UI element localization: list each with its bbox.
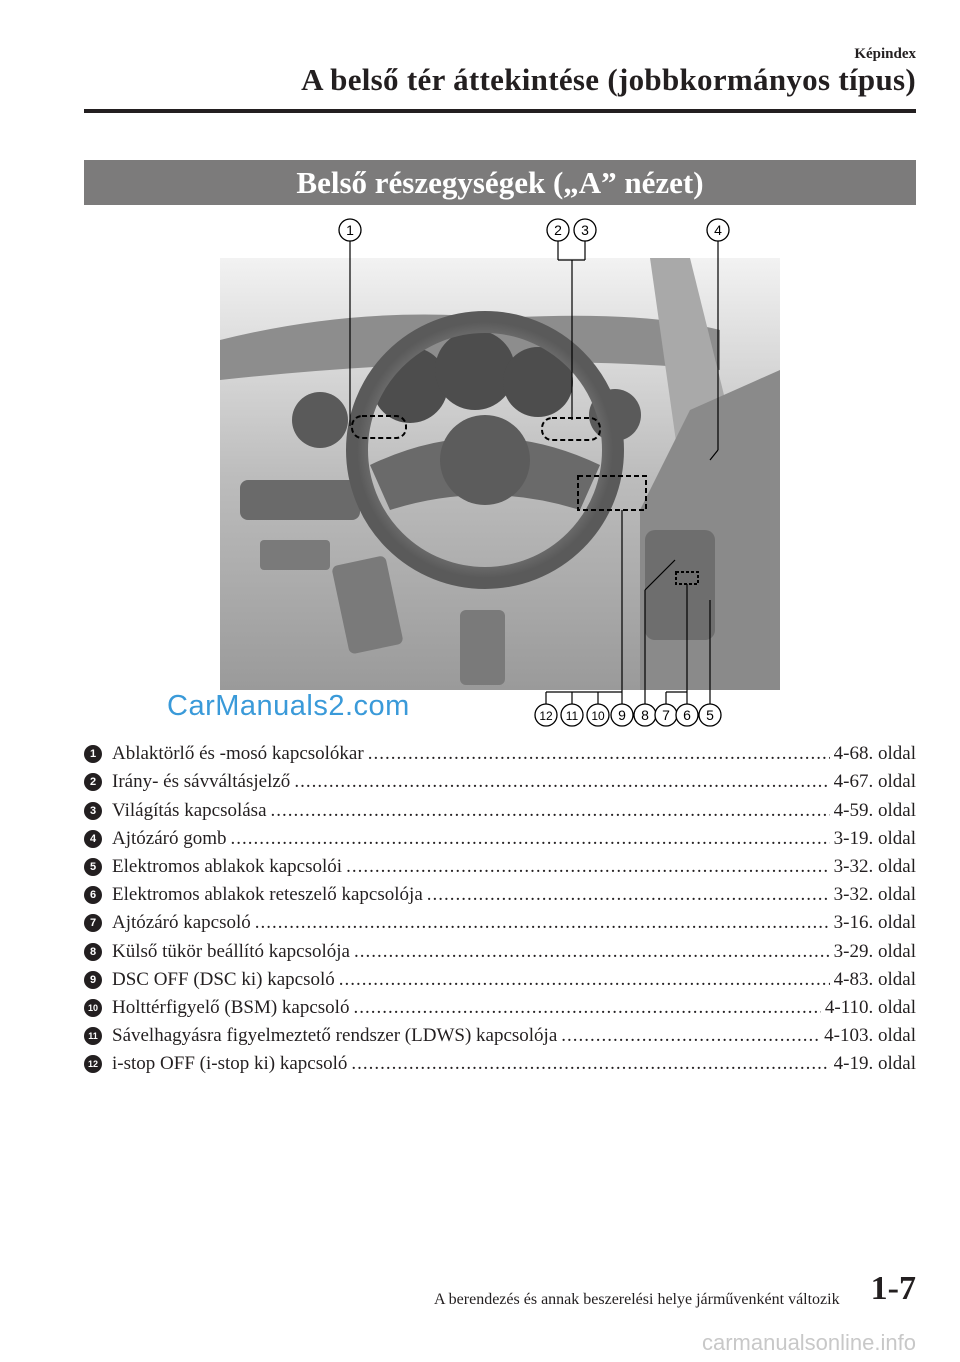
svg-text:7: 7	[662, 707, 670, 723]
number-badge: 12	[84, 1055, 102, 1073]
legend-item	[84, 1048, 916, 1076]
callout-bottom-7	[655, 704, 677, 726]
legend-label: Elektromos ablakok kapcsolói	[112, 855, 343, 877]
number-badge: 1	[84, 745, 102, 763]
pedal-right	[460, 610, 505, 685]
svg-text:8: 8	[641, 707, 649, 723]
title-rule	[84, 109, 916, 113]
number-badge: 8	[84, 943, 102, 961]
number-badge: 10	[84, 999, 102, 1017]
svg-text:2: 2	[554, 222, 562, 238]
page-ref: 4-68. oldal	[833, 743, 916, 765]
footer-note: A berendezés és annak beszerelési helye járművenként változik	[434, 1291, 840, 1308]
svg-text:1: 1	[346, 222, 354, 238]
page-ref: 4-110. oldal	[824, 996, 916, 1018]
callout-top-2	[547, 219, 569, 241]
svg-text:10: 10	[591, 709, 605, 723]
svg-text:5: 5	[706, 707, 714, 723]
leader-dots	[353, 996, 820, 1020]
callout-bottom-5	[699, 704, 721, 726]
leader-dots	[339, 968, 830, 992]
leader-dots	[255, 911, 830, 935]
page-ref: 4-59. oldal	[833, 799, 916, 821]
legend-label: Külső tükör beállító kapcsolója	[112, 940, 350, 962]
leader-dots	[346, 855, 830, 879]
gauge-center	[435, 330, 515, 410]
callout-top-4	[707, 219, 729, 241]
page-ref: 3-16. oldal	[833, 912, 916, 934]
callout-top-3	[574, 219, 596, 241]
number-badge: 11	[84, 1027, 102, 1045]
legend-item	[84, 964, 916, 992]
number-badge: 7	[84, 914, 102, 932]
callout-bottom-11	[561, 704, 583, 726]
number-badge: 5	[84, 858, 102, 876]
page-number: 1-7	[870, 1270, 916, 1307]
page-ref: 3-32. oldal	[833, 855, 916, 877]
section-banner: Belső részegységek („A” nézet)	[84, 160, 916, 205]
page-ref: 4-83. oldal	[833, 968, 916, 990]
number-badge: 4	[84, 830, 102, 848]
svg-text:12: 12	[539, 709, 553, 723]
interior-illustration	[220, 210, 780, 730]
svg-text:4: 4	[714, 222, 722, 238]
legend-item	[84, 907, 916, 935]
legend-label: Holttérfigyelő (BSM) kapcsoló	[112, 996, 350, 1018]
number-badge: 3	[84, 802, 102, 820]
legend-item	[84, 738, 916, 766]
legend-label: Irány- és sávváltásjelző	[112, 771, 291, 793]
svg-text:3: 3	[581, 222, 589, 238]
number-badge: 2	[84, 773, 102, 791]
legend-label: i-stop OFF (i-stop ki) kapcsoló	[112, 1053, 348, 1075]
section-kicker: Képindex	[854, 46, 916, 62]
legend-item	[84, 794, 916, 822]
legend-label: Elektromos ablakok reteszelő kapcsolója	[112, 884, 423, 906]
legend-item	[84, 851, 916, 879]
climate-controls	[240, 480, 360, 520]
legend-label: DSC OFF (DSC ki) kapcsoló	[112, 968, 335, 990]
svg-text:6: 6	[683, 707, 691, 723]
page-ref: 3-19. oldal	[833, 827, 916, 849]
number-badge: 9	[84, 971, 102, 989]
callout-top-1	[339, 219, 361, 241]
legend-item	[84, 823, 916, 851]
legend-item	[84, 992, 916, 1020]
svg-text:11: 11	[565, 709, 579, 723]
callout-bottom-8	[634, 704, 656, 726]
leader-dots	[354, 940, 830, 964]
parts-legend	[84, 738, 916, 1076]
legend-item	[84, 879, 916, 907]
leader-dots	[271, 799, 830, 823]
site-watermark: carmanualsonline.info	[701, 1330, 916, 1355]
callout-bottom-12	[535, 704, 557, 726]
carmanuals-watermark: CarManuals2.com	[167, 690, 410, 722]
legend-label: Ajtózáró kapcsoló	[112, 912, 251, 934]
hazard-panel	[260, 540, 330, 570]
legend-item	[84, 766, 916, 794]
callout-bottom-9	[611, 704, 633, 726]
page-ref: 4-67. oldal	[833, 771, 916, 793]
leader-dots	[427, 883, 830, 907]
leader-dots	[561, 1024, 820, 1048]
page-title: A belső tér áttekintése (jobbkormányos típus)	[301, 62, 916, 97]
number-badge: 6	[84, 886, 102, 904]
page-ref: 3-29. oldal	[833, 940, 916, 962]
page-ref: 4-19. oldal	[833, 1053, 916, 1075]
legend-label: Ablaktörlő és -mosó kapcsolókar	[112, 743, 364, 765]
steering-hub	[440, 415, 530, 505]
page-ref: 3-32. oldal	[833, 884, 916, 906]
svg-text:9: 9	[618, 707, 626, 723]
legend-item	[84, 935, 916, 963]
callout-bottom-6	[676, 704, 698, 726]
dashboard-drawing	[220, 210, 780, 730]
leader-dots	[351, 1052, 829, 1076]
callout-bottom-10	[587, 704, 609, 726]
leader-dots	[368, 742, 830, 766]
legend-item	[84, 1020, 916, 1048]
legend-label: Sávelhagyásra figyelmeztető rendszer (LDWS) kapcsolója	[112, 1025, 558, 1047]
vent-center	[292, 392, 348, 448]
legend-label: Ajtózáró gomb	[112, 827, 227, 849]
page-ref: 4-103. oldal	[824, 1025, 916, 1047]
legend-label: Világítás kapcsolása	[112, 799, 267, 821]
leader-dots	[231, 827, 830, 851]
leader-dots	[294, 770, 829, 794]
